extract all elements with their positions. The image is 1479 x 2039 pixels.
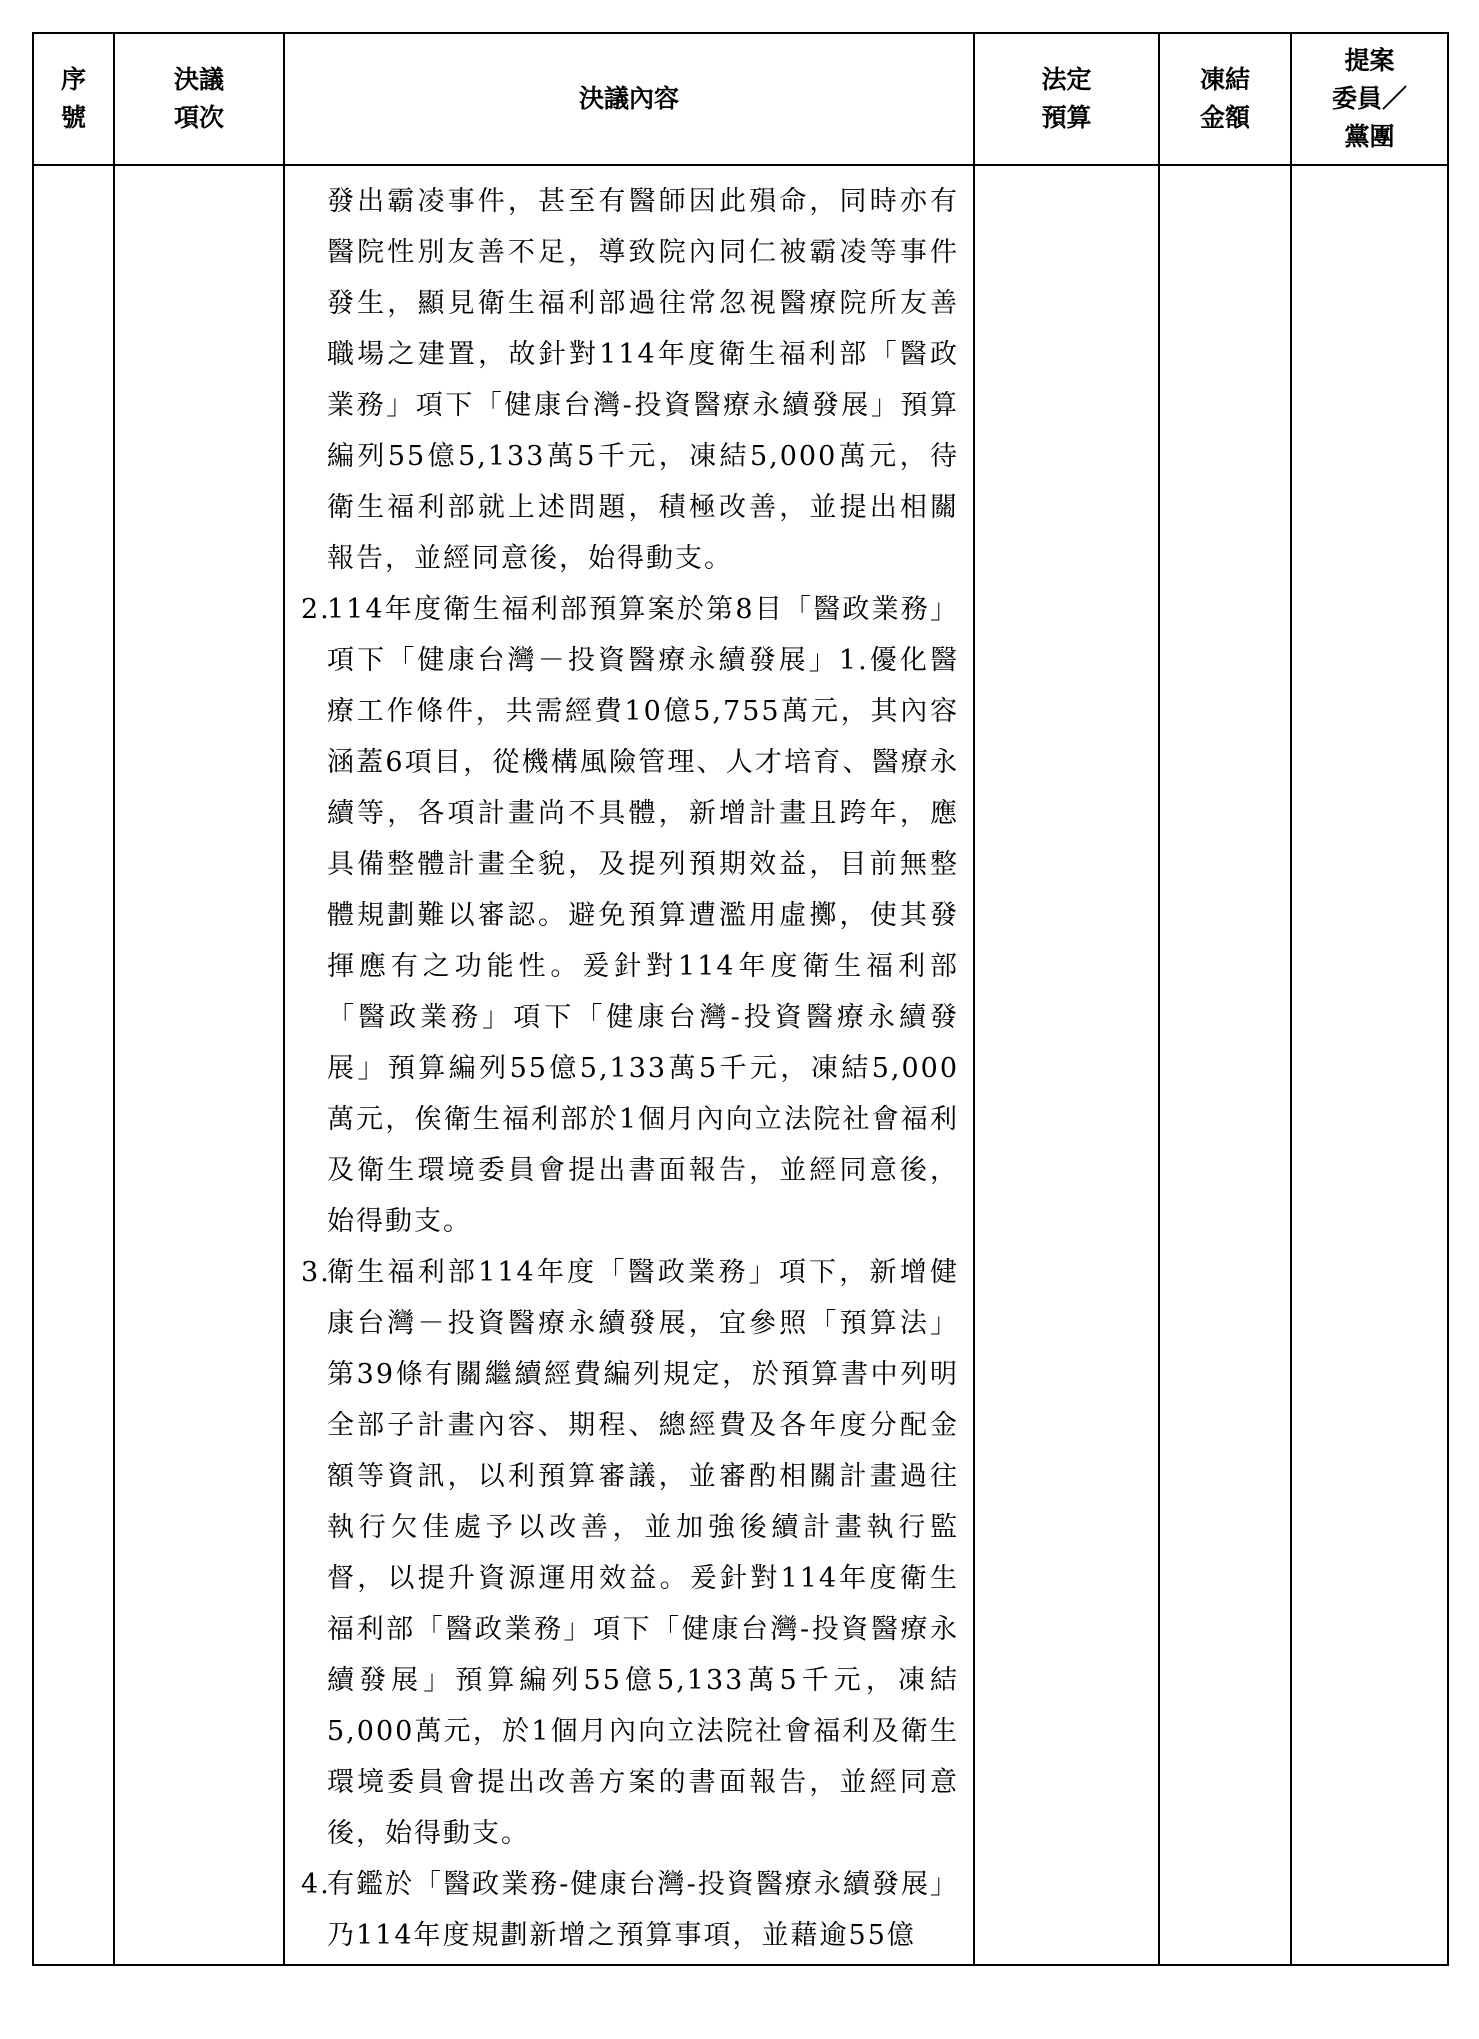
header-proposer: 提案 委員／ 黨團 <box>1291 33 1448 165</box>
item-text: 114年度衛生福利部預算案於第8目「醫政業務」項下「健康台灣－投資醫療永續發展」1.優化醫療工作條件，共需經費10億5,755萬元，其內容涵蓋6項目，從機構風險管理、人才培育、醫療永續等，各項計畫尚不具體，新增計畫且跨年，應具備整體計畫全貌，及提列預期效益，目前無整體規劃難以審認。避免預算遭濫用虛擲，使其發揮應有之功能性。爰針對114年度衛生福利部「醫政業務」項下「健康台灣-投資醫療永續發展」預算編列55億5,133萬5千元，凍結5,000萬元，俟衛生福利部於1個月內向立法院社會福利及衛生環境委員會提出書面報告，並經同意後，始得動支。 <box>327 594 959 1237</box>
header-statutory-budget: 法定 預算 <box>974 33 1159 165</box>
table-header-row <box>33 33 1448 165</box>
header-serial-no: 序 號 <box>33 33 114 165</box>
item-number: 4. <box>301 1869 331 1900</box>
resolution-table <box>32 32 1449 1966</box>
header-resolution-item: 決議 項次 <box>114 33 284 165</box>
cell-resolution-item <box>114 165 284 1965</box>
item-text: 衛生福利部114年度「醫政業務」項下，新增健康台灣－投資醫療永續發展，宜參照「預算法」第39條有關繼續經費編列規定，於預算書中列明全部子計畫內容、期程、總經費及各年度分配金額等資訊，以利預算審議，並審酌相關計畫過往執行欠佳處予以改善，並加強後續計畫執行監督，以提升資源運用效益。爰針對114年度衛生福利部「醫政業務」項下「健康台灣-投資醫療永續發展」預算編列55億5,133萬5千元，凍結5,000萬元，於1個月內向立法院社會福利及衛生環境委員會提出改善方案的書面報告，並經同意後，始得動支。 <box>327 1257 959 1849</box>
list-item <box>301 1247 959 1859</box>
cell-frozen-amount <box>1159 165 1291 1965</box>
header-resolution-content: 決議內容 <box>284 33 974 165</box>
item-number: 3. <box>301 1257 331 1288</box>
cell-proposer <box>1291 165 1448 1965</box>
cell-resolution-content <box>284 165 974 1965</box>
cell-serial-no <box>33 165 114 1965</box>
item-number: 2. <box>301 594 331 625</box>
cell-statutory-budget <box>974 165 1159 1965</box>
item-text: 有鑑於「醫政業務-健康台灣-投資醫療永續發展」乃114年度規劃新增之預算事項，並藉逾55億 <box>327 1869 959 1951</box>
continued-paragraph: 發出霸凌事件，甚至有醫師因此殞命，同時亦有醫院性別友善不足，導致院內同仁被霸凌等事件發生，顯見衛生福利部過往常忽視醫療院所友善職場之建置，故針對114年度衛生福利部「醫政業務」項下「健康台灣-投資醫療永續發展」預算編列55億5,133萬5千元，凍結5,000萬元，待衛生福利部就上述問題，積極改善，並提出相關報告，並經同意後，始得動支。 <box>327 186 959 574</box>
header-frozen-amount: 凍結 金額 <box>1159 33 1291 165</box>
list-item <box>301 584 959 1247</box>
list-item <box>301 1859 959 1961</box>
table-row <box>33 165 1448 1965</box>
